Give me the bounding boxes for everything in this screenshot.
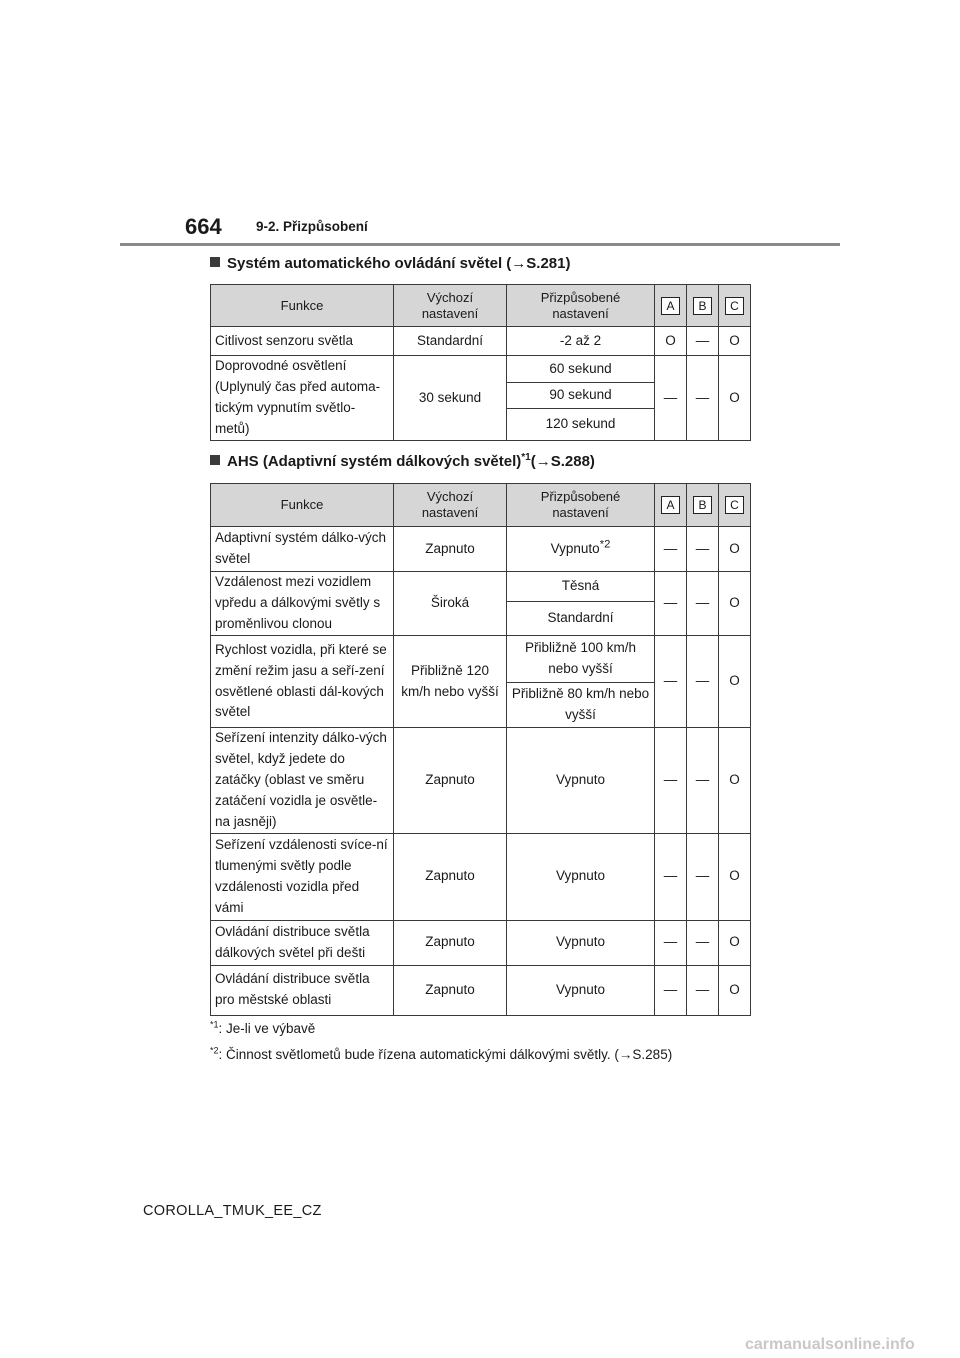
cell-b: — [687, 920, 719, 965]
col-vychozi: Výchozí nastavení [394, 285, 507, 327]
cell-c: O [719, 356, 751, 441]
col-a-box: A [661, 297, 680, 315]
cell-a: — [655, 920, 687, 965]
cell-c: O [719, 572, 751, 636]
cell-vychozi: Široká [394, 572, 507, 636]
cell-c: O [719, 920, 751, 965]
col-c-box: C [725, 297, 744, 315]
col-prizpusobene: Přizpůsobené nastavení [507, 285, 655, 327]
table-row [211, 920, 751, 965]
footnote-1 [210, 1021, 315, 1036]
col-a [655, 484, 687, 527]
col-c-box: C [725, 496, 744, 514]
footnote-text: : Činnost světlometů bude řízena automatickými dálkovými světly. (→S.285) [218, 1047, 673, 1062]
section-title-ahs [210, 453, 595, 470]
table-row [211, 572, 751, 602]
col-a-box: A [661, 496, 680, 514]
cell-b: — [687, 728, 719, 834]
section-title-auto-light [210, 255, 570, 272]
cell-vychozi: Zapnuto [394, 920, 507, 965]
cell-b: — [687, 572, 719, 636]
cell-c: O [719, 327, 751, 356]
bullet-square-icon [210, 257, 220, 267]
ahs-table [210, 483, 751, 1016]
cell-option: Přibližně 100 km/h nebo vyšší [507, 636, 655, 683]
cell-funkce: Ovládání distribuce světla pro městské oblasti [211, 965, 394, 1015]
table-row [211, 965, 751, 1015]
col-c [719, 285, 751, 327]
cell-funkce: Seřízení vzdálenosti svíce-ní tlumenými světly podle vzdálenosti vozidla před vámi [211, 833, 394, 920]
section-ref: →S.281) [511, 255, 571, 272]
cell-vychozi: Zapnuto [394, 527, 507, 572]
table-header-row [211, 285, 751, 327]
cell-option: -2 až 2 [507, 327, 655, 356]
cell-a: — [655, 965, 687, 1015]
cell-a: — [655, 636, 687, 728]
section-title-text: AHS (Adaptivní systém dálkových světel) [227, 453, 522, 470]
cell-option: 90 sekund [507, 383, 655, 409]
cell-c: O [719, 527, 751, 572]
cell-b: — [687, 636, 719, 728]
cell-option: Těsná [507, 572, 655, 602]
col-prizpusobene: Přizpůsobené nastavení [507, 484, 655, 527]
cell-option: Přibližně 80 km/h nebo vyšší [507, 683, 655, 728]
cell-funkce: Adaptivní systém dálko-vých světel [211, 527, 394, 572]
chapter-title: 9-2. Přizpůsobení [256, 219, 368, 234]
watermark: carmanualsonline.info [745, 1336, 915, 1353]
cell-c: O [719, 728, 751, 834]
cell-vychozi: Zapnuto [394, 833, 507, 920]
cell-b: — [687, 327, 719, 356]
table-header-row [211, 484, 751, 527]
cell-funkce: Citlivost senzoru světla [211, 327, 394, 356]
header-rule [120, 243, 840, 246]
col-b-box: B [693, 297, 712, 315]
cell-option: Vypnuto [507, 965, 655, 1015]
cell-b: — [687, 965, 719, 1015]
table-row [211, 833, 751, 920]
cell-a: — [655, 728, 687, 834]
cell-option: Vypnuto [507, 833, 655, 920]
option-sup: *2 [599, 538, 611, 551]
cell-option [507, 527, 655, 572]
cell-vychozi: Přibližně 120 km/h nebo vyšší [394, 636, 507, 728]
table-row [211, 356, 751, 383]
cell-b: — [687, 356, 719, 441]
option-text: Vypnuto [550, 540, 600, 556]
cell-vychozi: Zapnuto [394, 965, 507, 1015]
table-row [211, 636, 751, 683]
col-a [655, 285, 687, 327]
col-c [719, 484, 751, 527]
cell-c: O [719, 965, 751, 1015]
cell-b: — [687, 527, 719, 572]
cell-a: — [655, 356, 687, 441]
cell-c: O [719, 833, 751, 920]
cell-a: — [655, 527, 687, 572]
cell-a: — [655, 572, 687, 636]
cell-funkce: Seřízení intenzity dálko-vých světel, když jedete do zatáčky (oblast ve směru zatáčení vozidla je osvětle-na jasněji) [211, 728, 394, 834]
footnote-mark: *2 [210, 1045, 219, 1056]
table-row [211, 327, 751, 356]
cell-funkce: Vzdálenost mezi vozidlem vpředu a dálkovými světly s proměnlivou clonou [211, 572, 394, 636]
col-b-box: B [693, 496, 712, 514]
cell-vychozi: Standardní [394, 327, 507, 356]
cell-b: — [687, 833, 719, 920]
cell-a: O [655, 327, 687, 356]
cell-funkce: Doprovodné osvětlení (Uplynulý čas před automa-tickým vypnutím světlo-metů) [211, 356, 394, 441]
col-funkce: Funkce [211, 285, 394, 327]
section-ref: (→S.288) [530, 453, 595, 470]
section-title-text: Systém automatického ovládání světel ( [227, 255, 512, 272]
cell-option: Vypnuto [507, 728, 655, 834]
cell-vychozi: 30 sekund [394, 356, 507, 441]
col-b [687, 484, 719, 527]
col-vychozi: Výchozí nastavení [394, 484, 507, 527]
cell-funkce: Rychlost vozidla, při které se změní režim jasu a seří-zení osvětlené oblasti dál-kových světel [211, 636, 394, 728]
cell-option: 120 sekund [507, 409, 655, 441]
footnote-2 [210, 1047, 672, 1062]
document-code: COROLLA_TMUK_EE_CZ [143, 1203, 322, 1219]
page-number: 664 [185, 214, 222, 239]
col-funkce: Funkce [211, 484, 394, 527]
cell-option: 60 sekund [507, 356, 655, 383]
cell-funkce: Ovládání distribuce světla dálkových světel při dešti [211, 920, 394, 965]
cell-vychozi: Zapnuto [394, 728, 507, 834]
section-title-sup: *1 [521, 452, 531, 463]
cell-a: — [655, 833, 687, 920]
table-row [211, 527, 751, 572]
cell-option: Vypnuto [507, 920, 655, 965]
cell-c: O [719, 636, 751, 728]
footnote-mark: *1 [210, 1019, 219, 1030]
bullet-square-icon [210, 455, 220, 465]
col-b [687, 285, 719, 327]
table-row [211, 728, 751, 834]
auto-light-table [210, 284, 751, 441]
footnote-text: : Je-li ve výbavě [218, 1021, 316, 1036]
cell-option: Standardní [507, 602, 655, 636]
